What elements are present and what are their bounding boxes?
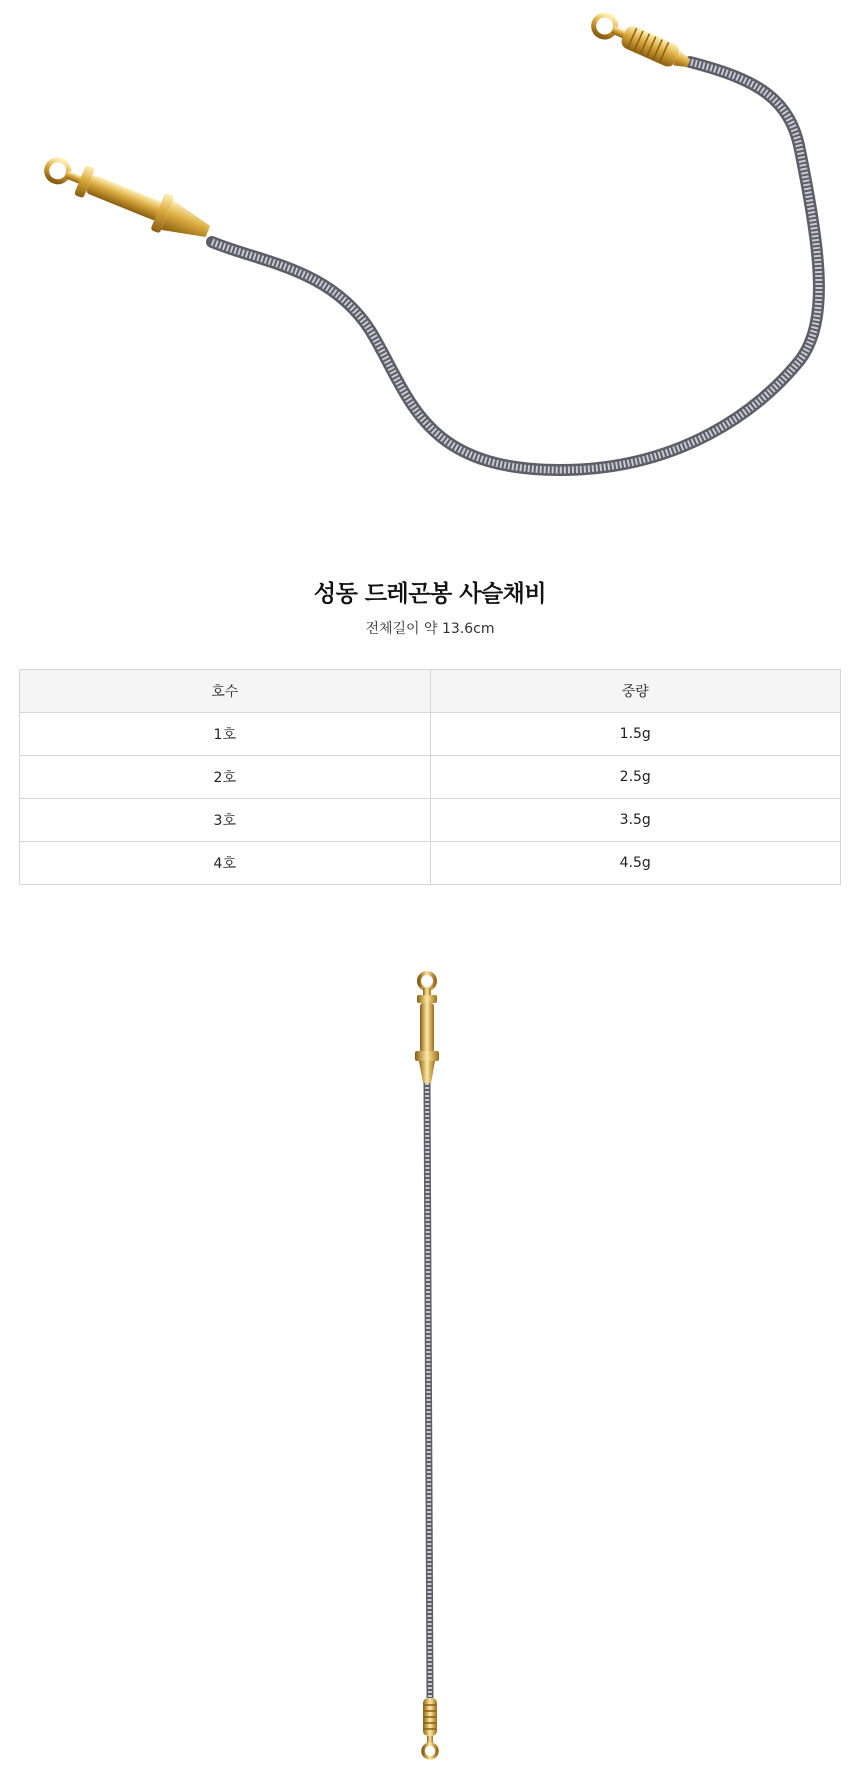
size-cell: 1호 [20, 713, 431, 756]
spec-table [19, 669, 841, 885]
product-photo-curved [0, 0, 860, 520]
size-cell: 3호 [20, 799, 431, 842]
table-row [20, 756, 841, 799]
size-cell: 4호 [20, 842, 431, 885]
spec-table-header-row [20, 670, 841, 713]
header-size: 호수 [20, 670, 431, 713]
weight-cell: 1.5g [430, 713, 841, 756]
table-row [20, 713, 841, 756]
product-photo-straight [0, 965, 860, 1777]
header-weight: 중량 [430, 670, 841, 713]
size-cell: 2호 [20, 756, 431, 799]
weight-cell: 2.5g [430, 756, 841, 799]
weight-cell: 3.5g [430, 799, 841, 842]
weight-cell: 4.5g [430, 842, 841, 885]
table-row [20, 799, 841, 842]
table-row [20, 842, 841, 885]
product-title: 성동 드레곤봉 사슬채비 [313, 581, 547, 607]
product-length-note: 전체길이 약 13.6cm [365, 621, 495, 637]
